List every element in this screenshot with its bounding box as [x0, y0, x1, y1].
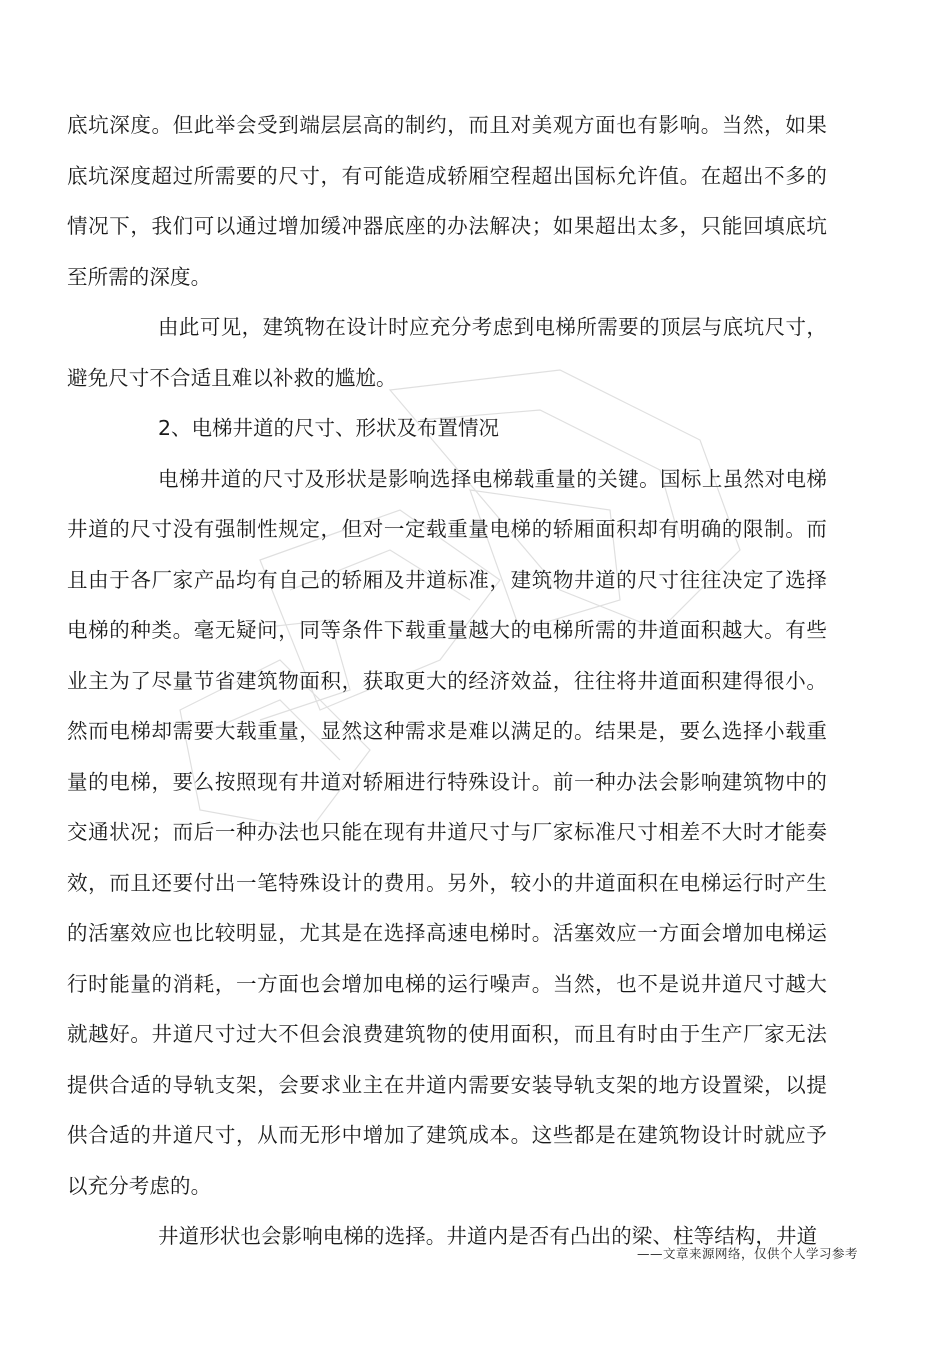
- paragraph-1: 底坑深度。但此举会受到端层层高的制约，而且对美观方面也有影响。当然，如果底坑深度超过所需要的尺寸，有可能造成轿厢空程超出国标允许值。在超出不多的情况下，我们可以通过增加缓冲器底座的办法解决；如果超出太多，只能回填底坑至所需的深度。: [67, 113, 827, 289]
- paragraph-2: 由此可见，建筑物在设计时应充分考虑到电梯所需要的顶层与底坑尺寸，避免尺寸不合适且难以补救的尴尬。: [67, 315, 827, 390]
- paragraph-3: 电梯井道的尺寸及形状是影响选择电梯载重量的关键。国标上虽然对电梯井道的尺寸没有强制性规定，但对一定载重量电梯的轿厢面积却有明确的限制。而且由于各厂家产品均有自己的轿厢及井道标准，建筑物井道的尺寸往往决定了选择电梯的种类。毫无疑问，同等条件下载重量越大的电梯所需的井道面积越大。有些业主为了尽量节省建筑物面积，获取更大的经济效益，往往将井道面积建得很小。然而电梯却需要大载重量，显然这种需求是难以满足的。结果是，要么选择小载重量的电梯，要么按照现有井道对轿厢进行特殊设计。前一种办法会影响建筑物中的交通状况；而后一种办法也只能在现有井道尺寸与厂家标准尺寸相差不大时才能奏效，而且还要付出一笔特殊设计的费用。另外，较小的井道面积在电梯运行时产生的活塞效应也比较明显，尤其是在选择高速电梯时。活塞效应一方面会增加电梯运行时能量的消耗，一方面也会增加电梯的运行噪声。当然，也不是说井道尺寸越大就越好。井道尺寸过大不但会浪费建筑物的使用面积，而且有时由于生产厂家无法提供合适的导轨支架，会要求业主在井道内需要安装导轨支架的地方设置梁，以提供合适的井道尺寸，从而无形中增加了建筑成本。这些都是在建筑物设计时就应予以充分考虑的。: [67, 466, 827, 1198]
- section-heading: 2、电梯井道的尺寸、形状及布置情况: [158, 416, 500, 440]
- body-text: [67, 100, 827, 1262]
- paragraph-4: 井道形状也会影响电梯的选择。井道内是否有凸出的梁、柱等结构，井道: [158, 1224, 818, 1248]
- footer-note: ——文章来源网络，仅供个人学习参考: [636, 1246, 858, 1261]
